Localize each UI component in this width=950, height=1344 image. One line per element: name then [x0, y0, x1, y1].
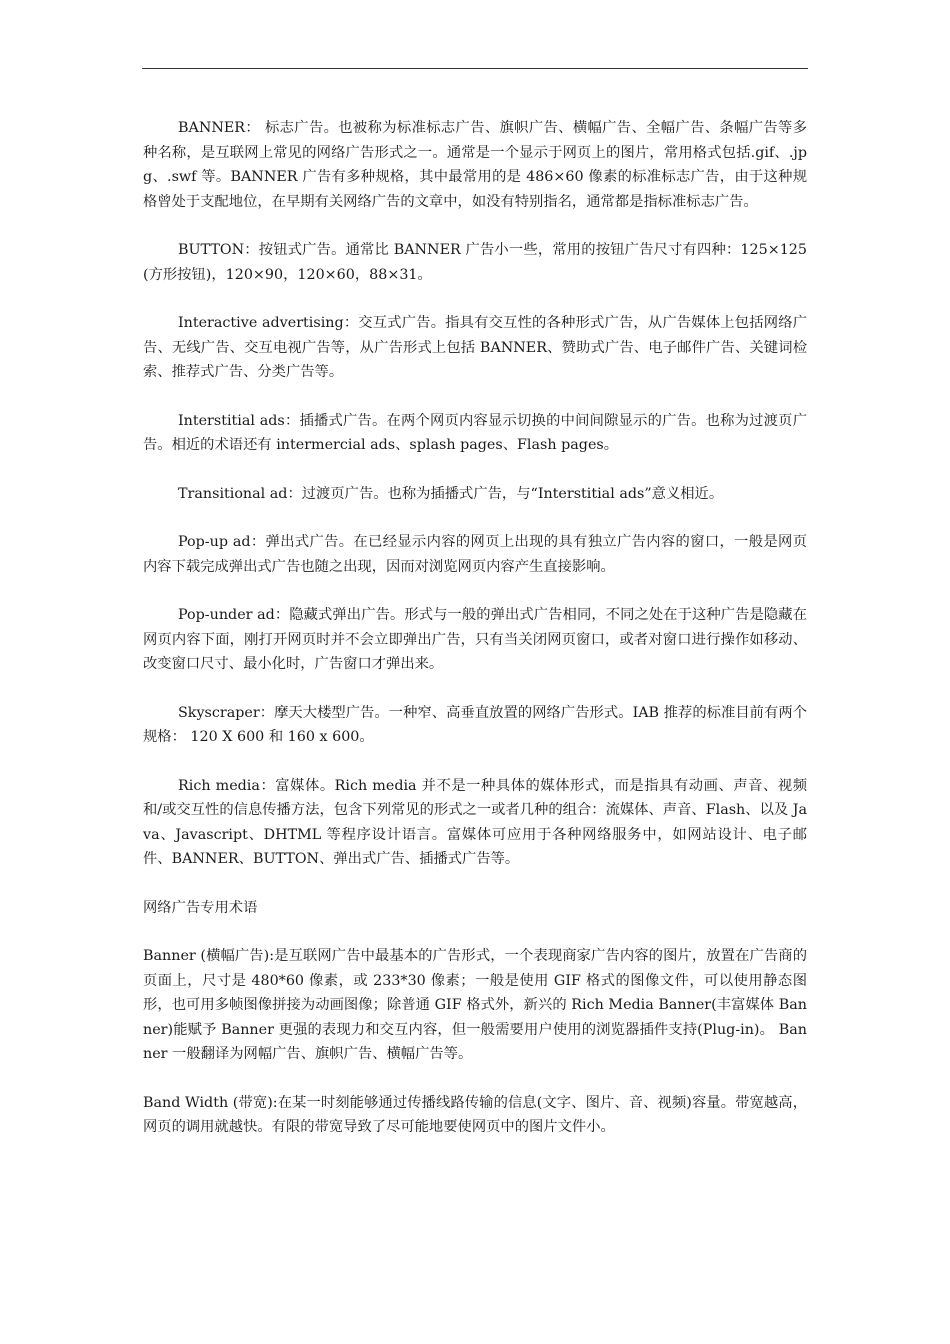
document-body: [143, 116, 807, 1164]
paragraph-interstitial-ads: Interstitial ads：插播式广告。在两个网页内容显示切换的中间间隙显示的广告。也称为过渡页广告。相近的术语还有 intermercial ads、splash pages、Flash pages。: [143, 412, 807, 453]
paragraph-banner: BANNER： 标志广告。也被称为标准标志广告、旗帜广告、横幅广告、全幅广告、条幅广告等多种名称，是互联网上常见的网络广告形式之一。通常是一个显示于网页上的图片，常用格式包括.gif、.jpg、.swf 等。BANNER 广告有多种规格，其中最常用的是 486×60 像素的标准标志广告，由于这种规格曾处于支配地位，在早期有关网络广告的文章中，如没有特别指名，通常都是指标准标志广告。: [143, 120, 807, 210]
paragraph-pop-up-ad: Pop-up ad：弹出式广告。在已经显示内容的网页上出现的具有独立广告内容的窗口，一般是网页内容下载完成弹出式广告也随之出现，因而对浏览网页内容产生直接影响。: [143, 534, 807, 575]
term-band-width: Band Width (带宽):在某一时刻能够通过传播线路传输的信息(文字、图片、音、视频)容量。带宽越高，网页的调用就越快。有限的带宽导致了尽可能地要使网页中的图片文件小。: [143, 1094, 807, 1135]
paragraph-interactive-advertising: Interactive advertising：交互式广告。指具有交互性的各种形式广告，从广告媒体上包括网络广告、无线广告、交互电视广告等，从广告形式上包括 BANNER、赞助式广告、电子邮件广告、关键词检索、推荐式广告、分类广告等。: [143, 315, 807, 380]
paragraph-button: BUTTON：按钮式广告。通常比 BANNER 广告小一些，常用的按钮广告尺寸有四种：125×125(方形按钮)，120×90，120×60，88×31。: [143, 242, 807, 283]
paragraph-skyscraper: Skyscraper：摩天大楼型广告。一种窄、高垂直放置的网络广告形式。IAB 推荐的标准目前有两个规格： 120 X 600 和 160 x 600。: [143, 704, 807, 745]
term-banner: Banner (横幅广告):是互联网广告中最基本的广告形式，一个表现商家广告内容的图片，放置在广告商的页面上，尺寸是 480*60 像素，或 233*30 像素；一般是使用 GIF 格式的图像文件，可以使用静态图形，也可用多帧图像拼接为动画图像；除普通 GIF 格式外，新兴的 Rich Media Banner(丰富媒体 Banner)能赋予 Banner 更强的表现力和交互内容，但一般需要用户使用的浏览器插件支持(Plug-in)。 Banner 一般翻译为网幅广告、旗帜广告、横幅广告等。: [143, 948, 807, 1062]
section-heading: 网络广告专用术语: [143, 899, 258, 916]
header-rule: [142, 68, 808, 69]
paragraph-transitional-ad: Transitional ad：过渡页广告。也称为插播式广告，与“Interstitial ads”意义相近。: [178, 485, 724, 502]
paragraph-pop-under-ad: Pop-under ad：隐藏式弹出广告。形式与一般的弹出式广告相同，不同之处在于这种广告是隐藏在网页内容下面，刚打开网页时并不会立即弹出广告，只有当关闭网页窗口，或者对窗口进行操作如移动、改变窗口尺寸、最小化时，广告窗口才弹出来。: [143, 607, 807, 672]
paragraph-rich-media: Rich media：富媒体。Rich media 并不是一种具体的媒体形式，而是指具有动画、声音、视频和/或交互性的信息传播方法，包含下列常见的形式之一或者几种的组合：流媒体、声音、Flash、以及 Java、Javascript、DHTML 等程序设计语言。富媒体可应用于各种网络服务中，如网站设计、电子邮件、BANNER、BUTTON、弹出式广告、插播式广告等。: [143, 777, 807, 867]
